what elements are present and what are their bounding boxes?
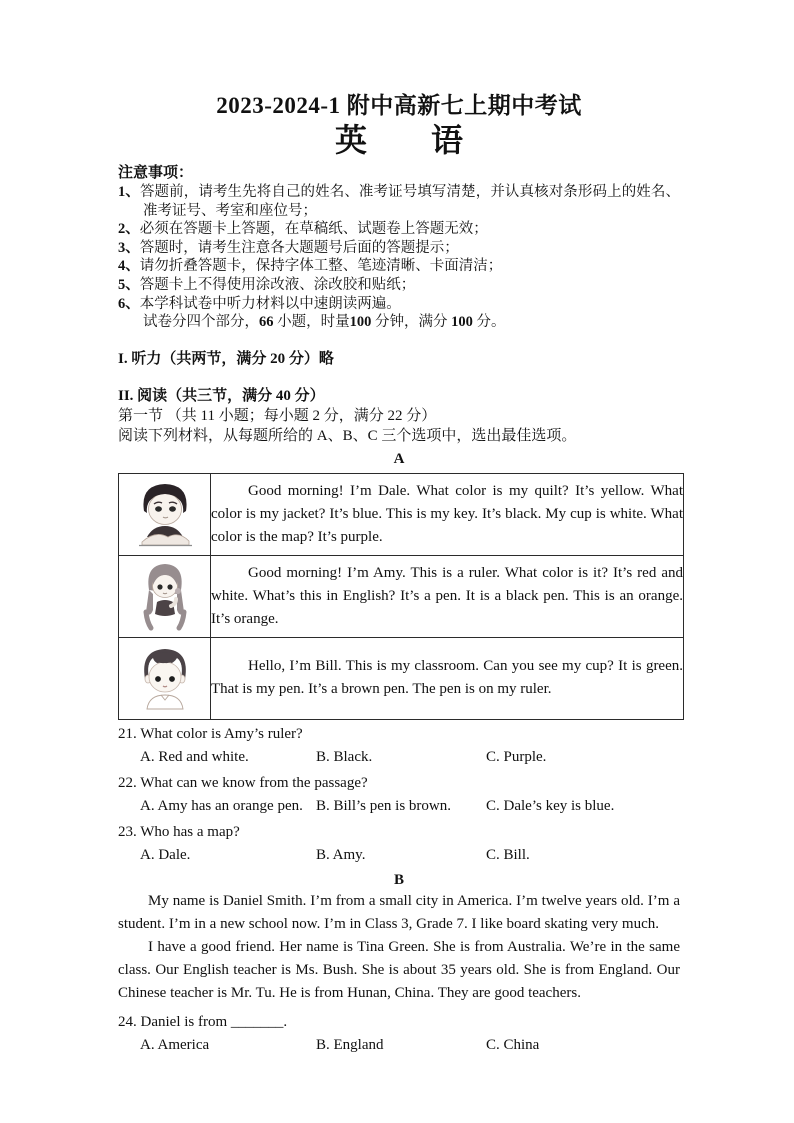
girl-amy-avatar [137, 560, 193, 632]
question-21-options [140, 746, 680, 769]
option-a: A. Dale. [140, 846, 191, 863]
summary-text: 小题，时量 [273, 314, 350, 331]
avatar-cell [119, 637, 211, 719]
notice-item-number: 2、 [118, 221, 140, 238]
passage-cell [211, 637, 684, 719]
page-content [118, 0, 683, 1057]
avatar-cell [119, 473, 211, 555]
avatar-cell [119, 555, 211, 637]
notice-item-number: 6、 [118, 295, 140, 312]
subject-char-second: 语 [431, 121, 464, 158]
subject-char-first: 英 [334, 121, 367, 158]
notice-heading: 注意事项： [118, 165, 194, 182]
notice-item-4 [118, 257, 680, 276]
notice-section [118, 164, 680, 331]
option-c: C. China [486, 1036, 540, 1053]
notice-item-3 [118, 239, 680, 258]
summary-number: 66 [259, 314, 274, 331]
boy-dale-avatar [134, 479, 196, 549]
option-b: B. Bill’s pen is brown. [316, 797, 452, 814]
table-row-dale [119, 473, 684, 555]
exam-subject [118, 122, 680, 159]
passage-text-bill: Hello, I’m Bill. This is my classroom. Can you see my cup? It is green. That is my pen. It’s a brown pen. The pen is on my ruler. [211, 658, 683, 698]
summary-text: 试卷分四个部分， [143, 314, 259, 331]
passage-cell [211, 555, 684, 637]
question-24-options [140, 1034, 680, 1057]
passage-b-label: B [393, 871, 404, 888]
questions-a-block [118, 723, 680, 867]
option-c: C. Dale’s key is blue. [486, 797, 615, 814]
notice-item-6 [118, 295, 680, 314]
passage-text-amy: Good morning! I’m Amy. This is a ruler. What color is it? It’s red and white. What’s this in English? It’s a pen. It is a black pen. This is an orange. It’s orange. [211, 564, 683, 627]
part-one-heading: 第一节 （共 11 小题；每小题 2 分，满分 22 分） [118, 407, 437, 424]
exam-summary-line [143, 313, 680, 332]
passage-a-label: A [393, 450, 405, 467]
notice-item-2 [118, 220, 680, 239]
option-c: C. Bill. [486, 846, 530, 863]
notice-item-text: 请勿折叠答题卡，保持字体工整、笔迹清晰、卡面清洁； [139, 258, 503, 275]
passage-cell [211, 473, 684, 555]
reading-section-heading: II. 阅读（共三节，满分 40 分） [118, 387, 325, 404]
question-23: 23. Who has a map? [118, 823, 240, 840]
option-a: A. Red and white. [140, 748, 249, 765]
passage-text-dale: Good morning! I’m Dale. What color is my quilt? It’s yellow. What color is my jacket? It’s blue. This is my key. It’s black. My cup is white. What color is the map? It’s purple. [211, 482, 683, 545]
passage-a-table [118, 473, 684, 720]
reading-instruction: 阅读下列材料，从每题所给的 A、B、C 三个选项中，选出最佳选项。 [118, 427, 577, 444]
questions-b-block [118, 1011, 680, 1057]
option-b: B. Amy. [316, 846, 366, 863]
passage-b-paragraph-1: My name is Daniel Smith. I’m from a small city in America. I’m twelve years old. I’m a student. I’m in a new school now. I’m in Class 3, Grade 7. I like board skating very much. [118, 892, 680, 932]
question-21: 21. What color is Amy’s ruler? [118, 725, 303, 742]
boy-bill-avatar [135, 643, 195, 713]
summary-text: 分钟，满分 [371, 314, 452, 331]
option-a: A. Amy has an orange pen. [140, 797, 303, 814]
summary-number: 100 [451, 314, 473, 331]
option-c: C. Purple. [486, 748, 547, 765]
notice-item-number: 4、 [118, 258, 140, 275]
notice-item-number: 3、 [118, 239, 140, 256]
summary-number: 100 [349, 314, 372, 331]
question-23-options [140, 844, 680, 867]
option-b: B. England [316, 1036, 384, 1053]
table-row-bill [119, 637, 684, 719]
summary-text: 分。 [472, 314, 506, 331]
notice-item-5 [118, 276, 680, 295]
option-a: A. America [140, 1036, 210, 1053]
listening-section-heading: I. 听力（共两节，满分 20 分）略 [118, 350, 334, 367]
notice-item-text: 必须在答题卡上答题，在草稿纸、试题卷上答题无效； [139, 221, 488, 238]
notice-item-text: 本学科试卷中听力材料以中速朗读两遍。 [139, 295, 401, 312]
notice-item-text: 答题前，请考生先将自己的姓名、准考证号填写清楚，并认真核对条形码上的姓名、准考证号、考室和座位号； [139, 183, 681, 219]
notice-item-text: 答题时，请考生注意各大题题号后面的答题提示； [139, 239, 459, 256]
question-22: 22. What can we know from the passage? [118, 774, 368, 791]
passage-b-paragraph-2: I have a good friend. Her name is Tina Green. She is from Australia. We’re in the same class. Our English teacher is Ms. Bush. She is about 35 years old. She is from England. Our Chinese teacher is Mr. Tu. He is from Hunan, China. They are good teachers. [118, 938, 680, 1001]
question-24: 24. Daniel is from _______. [118, 1013, 288, 1030]
notice-item-text: 答题卡上不得使用涂改液、涂改胶和贴纸； [139, 276, 416, 293]
option-b: B. Black. [316, 748, 373, 765]
question-22-options [140, 795, 680, 818]
exam-title: 2023-2024-1 附中高新七上期中考试 [216, 93, 582, 118]
notice-item-number: 5、 [118, 276, 140, 293]
table-row-amy [119, 555, 684, 637]
notice-item-1 [118, 183, 680, 220]
notice-item-number: 1、 [118, 183, 140, 200]
